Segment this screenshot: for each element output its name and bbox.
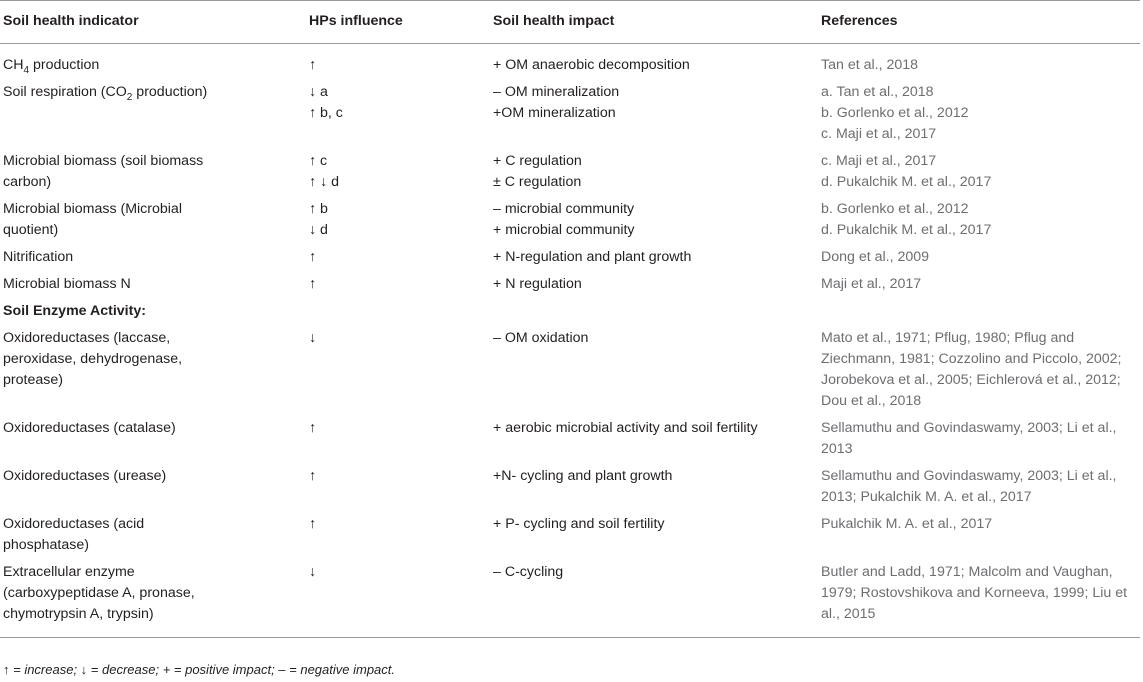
header-indicator: Soil health indicator (3, 13, 139, 29)
table-row (0, 513, 1140, 561)
references-cell: Pukalchik M. A. et al., 2017 (821, 516, 993, 532)
indicator-cell: Microbial biomass (soil biomass carbon) (3, 153, 204, 190)
hps-cell: ↓ (309, 564, 317, 580)
section-row (0, 300, 1140, 327)
hps-cell: ↑ b ↓ d (309, 201, 328, 238)
table-header-row (0, 1, 1140, 44)
header-hps: HPs influence (309, 13, 403, 29)
table-row (0, 150, 1140, 198)
section-title: Soil Enzyme Activity: (3, 303, 146, 319)
impact-cell: + N regulation (493, 276, 582, 292)
indicator-cell: Nitrification (3, 249, 74, 265)
impact-cell: + C regulation ± C regulation (493, 153, 582, 190)
references-cell: Butler and Ladd, 1971; Malcolm and Vaughan, 1979; Rostovshikova and Korneeva, 1999; Liu et al., 2015 (821, 564, 1128, 622)
references-cell: Tan et al., 2018 (821, 57, 919, 73)
indicator-cell: Microbial biomass N (3, 276, 131, 292)
table-row (0, 273, 1140, 300)
header-references: References (821, 13, 898, 29)
impact-cell: – C-cycling (493, 564, 564, 580)
references-cell: Sellamuthu and Govindaswamy, 2003; Li et al., 2013 (821, 420, 1117, 457)
table-row (0, 561, 1140, 638)
hps-cell: ↑ (309, 249, 317, 265)
impact-cell: – OM mineralization +OM mineralization (493, 84, 620, 121)
hps-cell: ↓ a ↑ b, c (309, 84, 343, 121)
table-row (0, 417, 1140, 465)
table-row (0, 44, 1140, 82)
indicator-cell: Extracellular enzyme (carboxypeptidase A, pronase, chymotrypsin A, trypsin) (3, 564, 195, 622)
references-cell: Mato et al., 1971; Pflug, 1980; Pflug and Ziechmann, 1981; Cozzolino and Piccolo, 2002; Jorobekova et al., 2005; Eichlerová et al., 2012; Dou et al., 2018 (821, 330, 1122, 409)
references-cell: a. Tan et al., 2018 b. Gorlenko et al., 2012 c. Maji et al., 2017 (821, 84, 969, 142)
indicator-cell: $CH_4$ production (3, 57, 100, 76)
hps-cell: ↑ (309, 57, 317, 73)
impact-cell: + OM anaerobic decomposition (493, 57, 690, 73)
hps-cell: ↑ (309, 276, 317, 292)
table-row (0, 327, 1140, 417)
impact-cell: +N- cycling and plant growth (493, 468, 673, 484)
indicator-cell: Oxidoreductases (acid phosphatase) (3, 516, 145, 553)
table-row (0, 81, 1140, 150)
impact-cell: – microbial community + microbial community (493, 201, 635, 238)
hps-cell: ↓ (309, 330, 317, 346)
impact-cell: + aerobic microbial activity and soil fertility (493, 420, 758, 436)
hps-cell: ↑ c ↑ ↓ d (309, 153, 339, 190)
hps-cell: ↑ (309, 468, 317, 484)
indicator-cell: Microbial biomass (Microbial quotient) (3, 201, 182, 238)
indicator-cell: Oxidoreductases (laccase, peroxidase, dehydrogenase, protease) (3, 330, 183, 388)
references-cell: c. Maji et al., 2017 d. Pukalchik M. et al., 2017 (821, 153, 992, 190)
indicator-cell: Soil respiration ($CO_2$ production) (3, 84, 208, 103)
table-footnote: ↑ = increase; ↓ = decrease; + = positive impact; – = negative impact. (3, 662, 396, 677)
table-row (0, 198, 1140, 246)
impact-cell: + N-regulation and plant growth (493, 249, 692, 265)
references-cell: b. Gorlenko et al., 2012 d. Pukalchik M. et al., 2017 (821, 201, 992, 238)
impact-cell: – OM oxidation (493, 330, 589, 346)
table-row (0, 246, 1140, 273)
hps-cell: ↑ (309, 516, 317, 532)
indicator-cell: Oxidoreductases (urease) (3, 468, 167, 484)
hps-cell: ↑ (309, 420, 317, 436)
indicator-cell: Oxidoreductases (catalase) (3, 420, 176, 436)
header-impact: Soil health impact (493, 13, 615, 29)
impact-cell: + P- cycling and soil fertility (493, 516, 665, 532)
references-cell: Maji et al., 2017 (821, 276, 922, 292)
references-cell: Dong et al., 2009 (821, 249, 930, 265)
references-cell: Sellamuthu and Govindaswamy, 2003; Li et al., 2013; Pukalchik M. A. et al., 2017 (821, 468, 1117, 505)
table-row (0, 465, 1140, 513)
